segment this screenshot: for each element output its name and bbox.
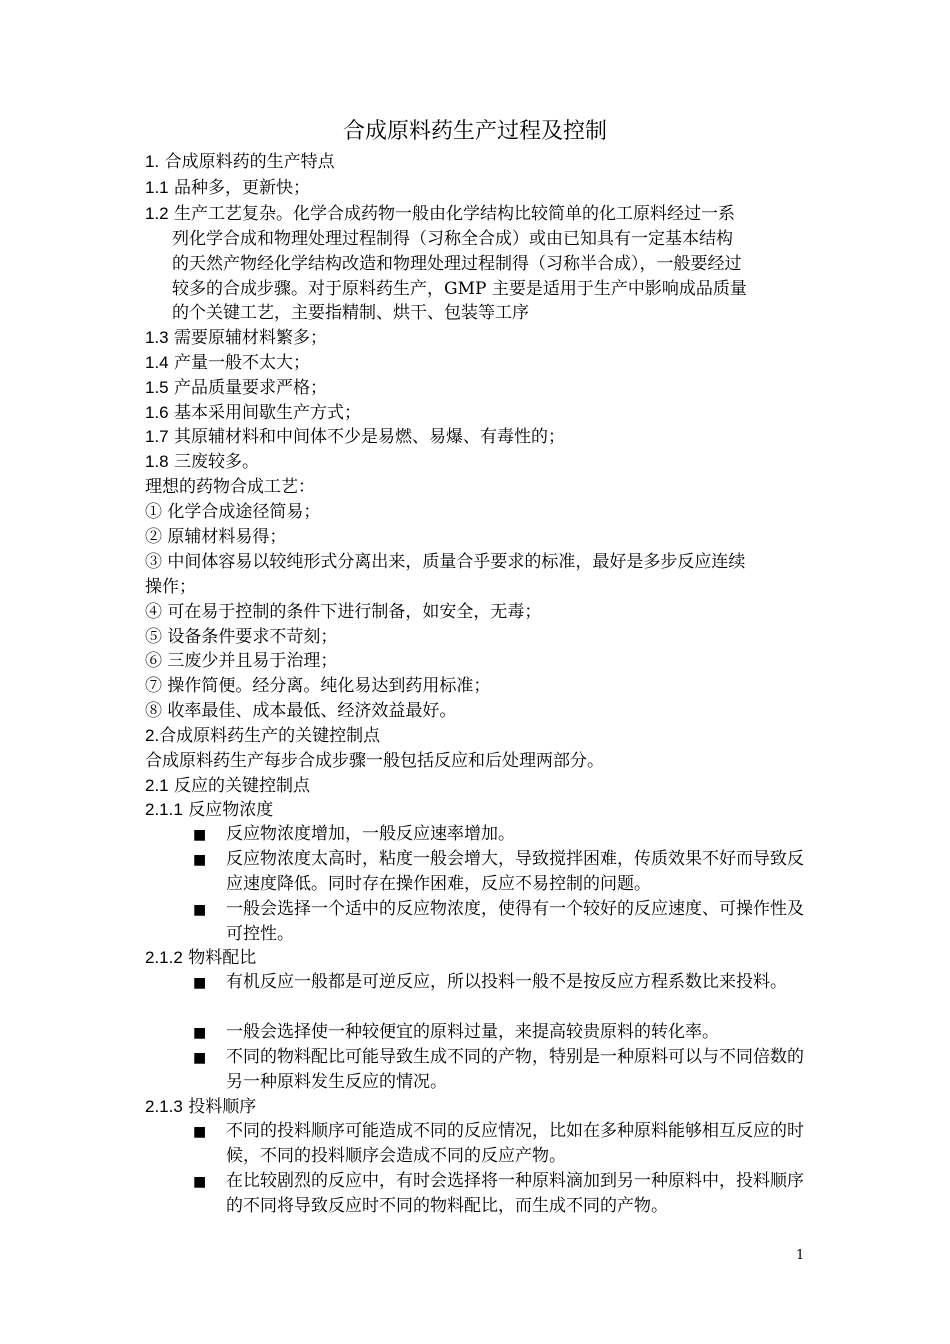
square-bullet-icon: ■ <box>193 1124 207 1140</box>
list-item: 1.5 产品质量要求严格； <box>145 378 328 398</box>
list-item-continuation: 的个关键工艺，主要指精制、烘干、包装等工序 <box>172 303 529 323</box>
square-bullet-icon: ■ <box>193 902 207 918</box>
list-item: 1.6 基本采用间歇生产方式； <box>145 403 362 423</box>
bullet-text: 有机反应一般都是可逆反应，所以投料一般不是按反应方程系数比来投料。 <box>226 972 787 992</box>
bullet-text: 反应物浓度太高时，粘度一般会增大，导致搅拌困难，传质效果不好而导致反应速度降低。同时存在操作困难，反应不易控制的问题。 <box>226 849 804 894</box>
bullet-text: 不同的投料顺序可能造成不同的反应情况，比如在多种原料能够相互反应的时候，不同的投料顺序会造成不同的反应产物。 <box>226 1121 804 1166</box>
square-bullet-icon: ■ <box>193 975 207 991</box>
section-2-1-heading: 2.1 反应的关键控制点 <box>145 776 311 796</box>
ideal-item: ① 化学合成途径简易； <box>145 502 321 522</box>
bullet-text: 在比较剧烈的反应中，有时会选择将一种原料滴加到另一种原料中，投料顺序的不同将导致反应时不同的物料配比，而生成不同的产物。 <box>226 1171 804 1216</box>
list-item-continuation: 较多的合成步骤。对于原料药生产，GMP 主要是适用于生产中影响成品质量 <box>172 279 747 299</box>
ideal-item: ⑤ 设备条件要求不苛刻； <box>145 627 338 647</box>
ideal-heading: 理想的药物合成工艺： <box>145 477 315 497</box>
section-2-intro: 合成原料药生产每步合成步骤一般包括反应和后处理两部分。 <box>145 751 604 771</box>
document-title: 合成原料药生产过程及控制 <box>342 119 607 144</box>
bullet-text: 一般会选择使一种较便宜的原料过量，来提高较贵原料的转化率。 <box>226 1022 719 1042</box>
ideal-item: ⑧ 收率最佳、成本最低、经济效益最好。 <box>145 701 457 721</box>
list-item-continuation: 的天然产物经化学结构改造和物理处理过程制得（习称半合成），一般要经过 <box>172 254 742 274</box>
list-item-continuation: 列化学合成和物理处理过程制得（习称全合成）或由已知具有一定基本结构 <box>172 229 733 249</box>
ideal-item-continuation: 操作； <box>145 577 196 597</box>
square-bullet-icon: ■ <box>193 1050 207 1066</box>
page-number: 1 <box>796 1248 805 1263</box>
section-1-heading: 1. 合成原料药的生产特点 <box>145 152 335 172</box>
ideal-item: ⑥ 三废少并且易于治理； <box>145 651 338 671</box>
bullet-text: 一般会选择一个适中的反应物浓度，使得有一个较好的反应速度、可操作性及可控性。 <box>226 899 804 944</box>
ideal-item: ② 原辅材料易得； <box>145 527 287 547</box>
list-item: 1.7 其原辅材料和中间体不少是易燃、易爆、有毒性的； <box>145 427 566 447</box>
list-item: 1.4 产量一般不太大； <box>145 353 311 373</box>
square-bullet-icon: ■ <box>193 827 207 843</box>
list-item: 1.1 品种多，更新快； <box>145 178 311 198</box>
section-2-1-1-heading: 2.1.1 反应物浓度 <box>145 800 274 820</box>
ideal-item: ⑦ 操作简便。经分离。纯化易达到药用标准； <box>145 676 491 696</box>
ideal-item: ④ 可在易于控制的条件下进行制备，如安全，无毒； <box>145 602 542 622</box>
section-2-1-2-heading: 2.1.2 物料配比 <box>145 948 257 968</box>
list-item: 1.8 三废较多。 <box>145 452 260 472</box>
bullet-text: 反应物浓度增加，一般反应速率增加。 <box>226 824 515 844</box>
list-item: 1.3 需要原辅材料繁多； <box>145 328 328 348</box>
square-bullet-icon: ■ <box>193 852 207 868</box>
section-2-1-3-heading: 2.1.3 投料顺序 <box>145 1097 257 1117</box>
ideal-item: ③ 中间体容易以较纯形式分离出来，质量合乎要求的标准，最好是多步反应连续 <box>145 552 746 572</box>
square-bullet-icon: ■ <box>193 1174 207 1190</box>
bullet-text: 不同的物料配比可能导致生成不同的产物，特别是一种原料可以与不同倍数的另一种原料发生反应的情况。 <box>226 1047 804 1092</box>
section-2-heading: 2.合成原料药生产的关键控制点 <box>145 726 381 746</box>
square-bullet-icon: ■ <box>193 1025 207 1041</box>
list-item: 1.2 生产工艺复杂。化学合成药物一般由化学结构比较简单的化工原料经过一系 <box>145 204 736 224</box>
